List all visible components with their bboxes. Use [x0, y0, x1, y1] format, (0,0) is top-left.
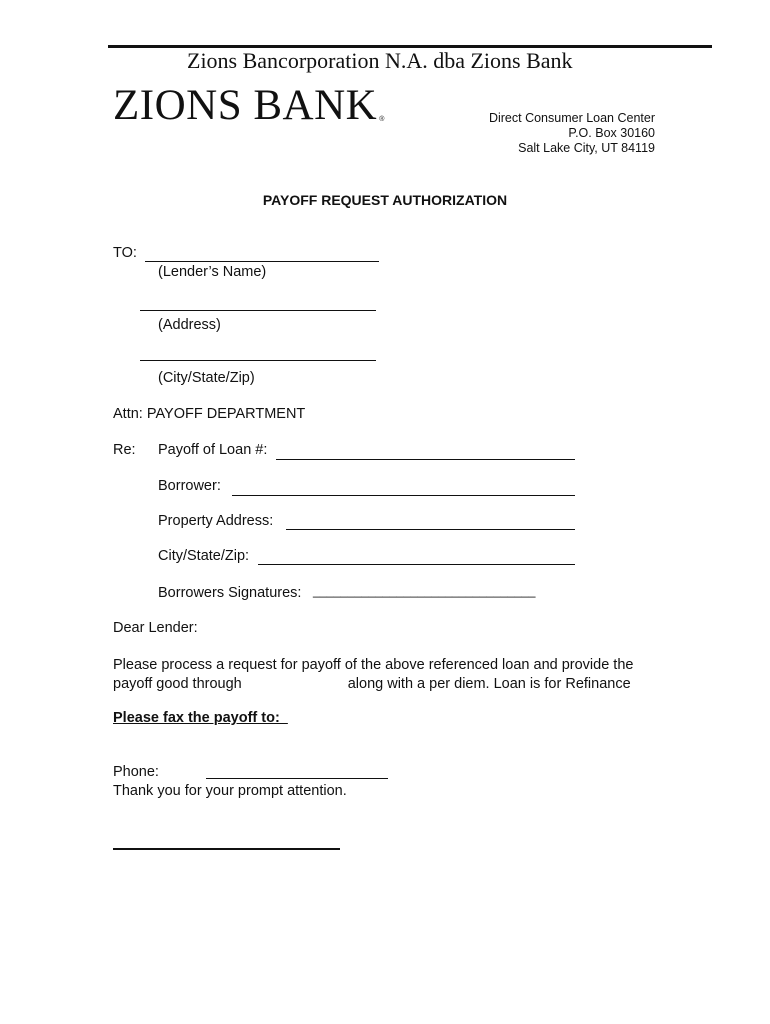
phone-field[interactable]: [206, 778, 388, 779]
zions-bank-logo: [113, 84, 384, 127]
address-line-2: P.O. Box 30160: [568, 126, 655, 140]
payoff-good-through-label: payoff good through: [113, 676, 242, 692]
address-line-3: Salt Lake City, UT 84119: [518, 141, 655, 155]
registered-mark: ®: [379, 116, 385, 123]
property-address-label: Property Address:: [158, 513, 274, 529]
company-name: Zions Bancorporation N.A. dba Zions Bank: [187, 48, 573, 73]
bank-address: [489, 111, 655, 156]
per-diem-text: along with a per diem. Loan is for Refinance: [347, 676, 631, 692]
lender-city-state-zip-field[interactable]: [140, 360, 376, 361]
lender-address-field[interactable]: [140, 310, 376, 311]
request-paragraph: [113, 656, 633, 694]
borrower-label: Borrower:: [158, 478, 221, 494]
property-city-state-zip-label: City/State/Zip:: [158, 548, 250, 564]
request-line-2: [113, 675, 633, 694]
lender-name-field[interactable]: [145, 261, 379, 262]
re-label: Re:: [113, 442, 136, 458]
signature-line[interactable]: [113, 848, 340, 850]
request-line-1: Please process a request for payoff of the above referenced loan and provide the: [113, 657, 634, 673]
property-address-field[interactable]: [286, 529, 575, 530]
loan-number-label: Payoff of Loan #:: [158, 442, 268, 458]
salutation: Dear Lender:: [113, 620, 198, 636]
to-label: TO:: [113, 245, 137, 261]
address-caption: (Address): [158, 317, 221, 333]
lender-name-caption: (Lender’s Name): [158, 264, 267, 280]
borrower-field[interactable]: [232, 495, 575, 496]
loan-number-field[interactable]: [276, 459, 575, 460]
address-line-1: Direct Consumer Loan Center: [488, 111, 655, 125]
fax-payoff-label: Please fax the payoff to:: [113, 710, 288, 726]
borrowers-signatures-field[interactable]: ________________________________: [313, 584, 536, 598]
closing-block: [113, 763, 347, 801]
thank-you-text: Thank you for your prompt attention.: [113, 783, 347, 799]
borrowers-signatures-label: Borrowers Signatures:: [158, 585, 302, 601]
property-city-state-zip-field[interactable]: [258, 564, 575, 565]
document-title: PAYOFF REQUEST AUTHORIZATION: [262, 192, 508, 208]
city-state-zip-caption: (City/State/Zip): [158, 370, 255, 386]
logo-wordmark: ZIONS BANK: [113, 82, 378, 129]
phone-label: Phone:: [113, 764, 159, 780]
attn-line: Attn: PAYOFF DEPARTMENT: [113, 406, 306, 422]
